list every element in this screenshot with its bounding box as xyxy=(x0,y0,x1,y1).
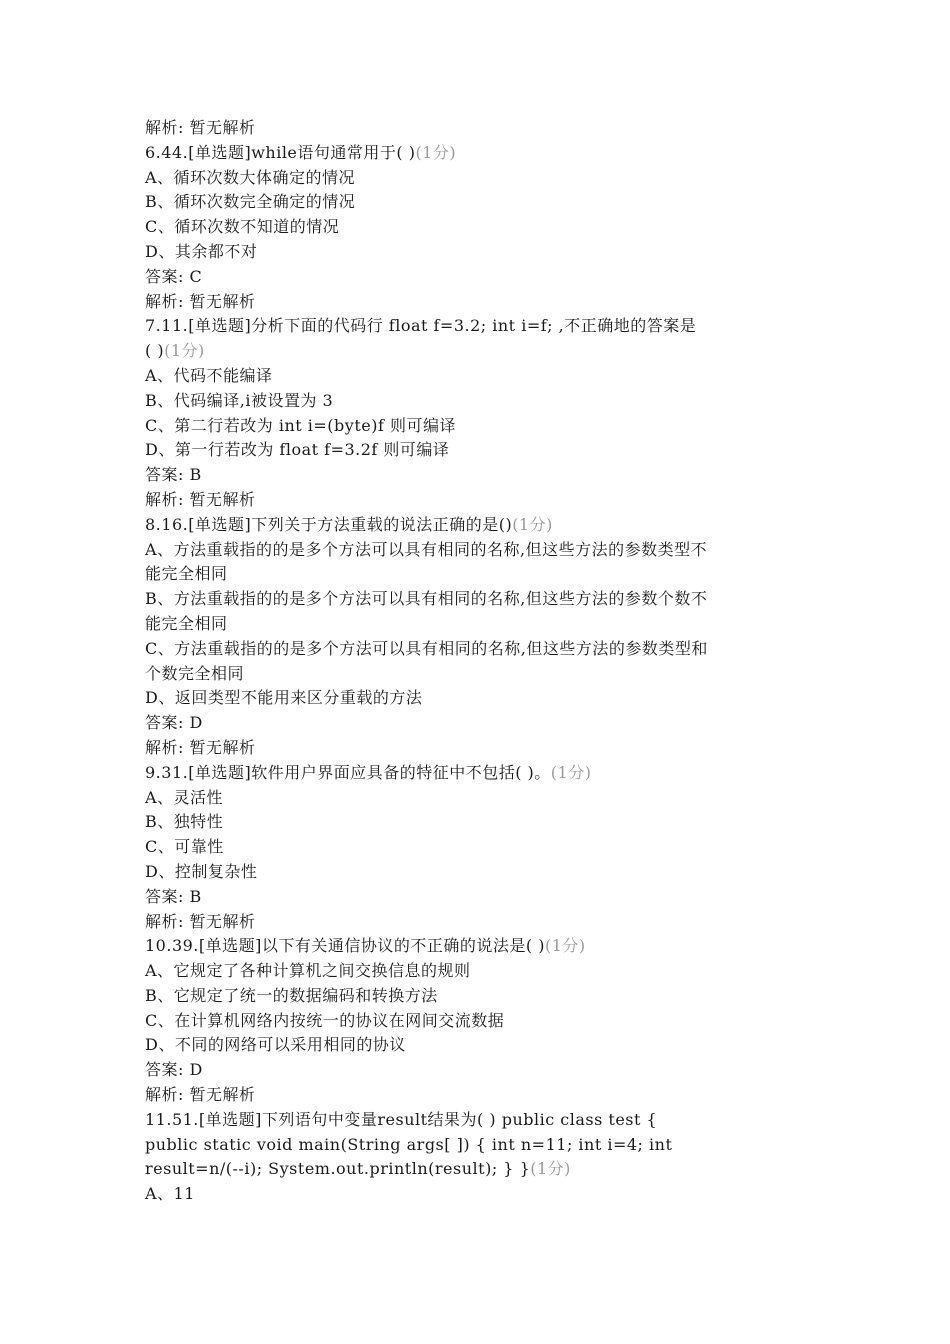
question-title-cont xyxy=(145,1133,815,1158)
score-label: (1分) xyxy=(550,762,592,782)
option-line xyxy=(145,1182,815,1207)
answer-line xyxy=(145,885,815,910)
score-label: (1分) xyxy=(164,341,205,361)
analysis-text: 解析: 暂无解析 xyxy=(145,911,256,931)
option-text: B、循环次数完全确定的情况 xyxy=(145,192,356,212)
option-text: C、在计算机网络内按统一的协议在网间交流数据 xyxy=(145,1010,505,1030)
option-line xyxy=(145,538,815,563)
option-line xyxy=(145,984,815,1009)
option-text: 个数完全相同 xyxy=(145,663,245,683)
option-line-cont xyxy=(145,612,815,637)
answer-line xyxy=(145,463,815,488)
option-text: C、方法重载指的的是多个方法可以具有相同的名称,但这些方法的参数类型和 xyxy=(145,638,708,658)
option-line xyxy=(145,959,815,984)
option-text: D、返回类型不能用来区分重载的方法 xyxy=(145,688,423,708)
document-page xyxy=(145,116,815,1207)
option-text: A、它规定了各种计算机之间交换信息的规则 xyxy=(145,961,471,981)
answer-text: 答案: D xyxy=(145,1060,203,1080)
option-text: D、不同的网络可以采用相同的协议 xyxy=(145,1035,406,1055)
option-text: C、第二行若改为 int i=(byte)f 则可编译 xyxy=(145,415,456,435)
option-text: C、可靠性 xyxy=(145,837,224,857)
option-text: A、方法重载指的的是多个方法可以具有相同的名称,但这些方法的参数类型不 xyxy=(145,539,708,559)
option-line xyxy=(145,438,815,463)
question-text: 7.11.[单选题]分析下面的代码行 float f=3.2; int i=f; ,不正确地的答案是 xyxy=(145,316,697,336)
option-text: A、灵活性 xyxy=(145,787,224,807)
question-title-cont xyxy=(145,1157,815,1182)
option-line xyxy=(145,389,815,414)
analysis-line xyxy=(145,1083,815,1108)
score-label: (1分) xyxy=(512,514,553,534)
answer-text: 答案: B xyxy=(145,465,202,485)
option-text: B、它规定了统一的数据编码和转换方法 xyxy=(145,985,438,1005)
option-text: D、第一行若改为 float f=3.2f 则可编译 xyxy=(145,440,450,460)
analysis-text: 解析: 暂无解析 xyxy=(145,291,256,311)
score-label: (1分) xyxy=(544,936,586,956)
option-text: B、独特性 xyxy=(145,812,224,832)
option-line xyxy=(145,686,815,711)
question-title xyxy=(145,513,815,538)
option-line xyxy=(145,810,815,835)
answer-line xyxy=(145,711,815,736)
answer-line xyxy=(145,265,815,290)
question-text: result=n/(--i); System.out.println(result); } } xyxy=(145,1159,531,1179)
question-text: 8.16.[单选题]下列关于方法重载的说法正确的是() xyxy=(145,514,513,534)
question-title xyxy=(145,141,815,166)
question-title-cont xyxy=(145,339,815,364)
answer-text: 答案: D xyxy=(145,713,203,733)
question-text: 9.31.[单选题]软件用户界面应具备的特征中不包括( )。 xyxy=(145,762,551,782)
question-title xyxy=(145,314,815,339)
question-text: ( ) xyxy=(145,341,165,361)
option-text: B、代码编译,i被设置为 3 xyxy=(145,390,334,410)
option-line xyxy=(145,835,815,860)
score-label: (1分) xyxy=(530,1159,571,1179)
option-line xyxy=(145,190,815,215)
option-text: D、其余都不对 xyxy=(145,241,258,261)
answer-text: 答案: B xyxy=(145,886,202,906)
option-text: D、控制复杂性 xyxy=(145,861,258,881)
option-text: B、方法重载指的的是多个方法可以具有相同的名称,但这些方法的参数个数不 xyxy=(145,589,708,609)
analysis-text: 解析: 暂无解析 xyxy=(145,737,256,757)
option-line-cont xyxy=(145,662,815,687)
analysis-line xyxy=(145,488,815,513)
analysis-line xyxy=(145,290,815,315)
option-line xyxy=(145,1033,815,1058)
option-line xyxy=(145,1009,815,1034)
question-text: public static void main(String args[ ]) { int n=11; int i=4; int xyxy=(145,1134,673,1154)
analysis-text: 解析: 暂无解析 xyxy=(145,489,256,509)
option-text: A、代码不能编译 xyxy=(145,365,273,385)
option-line xyxy=(145,637,815,662)
question-title xyxy=(145,1108,815,1133)
option-text: A、循环次数大体确定的情况 xyxy=(145,167,356,187)
answer-text: 答案: C xyxy=(145,266,203,286)
option-text: 能完全相同 xyxy=(145,613,228,633)
option-line xyxy=(145,587,815,612)
option-line xyxy=(145,215,815,240)
option-line xyxy=(145,414,815,439)
option-line xyxy=(145,166,815,191)
answer-line xyxy=(145,1058,815,1083)
option-text: A、11 xyxy=(145,1184,195,1204)
analysis-text: 解析: 暂无解析 xyxy=(145,1085,256,1105)
option-line xyxy=(145,364,815,389)
option-line xyxy=(145,240,815,265)
analysis-line xyxy=(145,736,815,761)
question-title xyxy=(145,761,815,786)
option-line xyxy=(145,786,815,811)
option-text: C、循环次数不知道的情况 xyxy=(145,217,340,237)
analysis-line xyxy=(145,910,815,935)
text-line xyxy=(145,116,815,141)
option-line xyxy=(145,860,815,885)
option-line-cont xyxy=(145,562,815,587)
option-text: 能完全相同 xyxy=(145,564,228,584)
question-text: 10.39.[单选题]以下有关通信协议的不正确的说法是( ) xyxy=(145,936,545,956)
question-title xyxy=(145,934,815,959)
question-text: 11.51.[单选题]下列语句中变量result结果为( ) public class test { xyxy=(145,1109,658,1129)
score-label: (1分) xyxy=(415,142,457,162)
line-text: 解析: 暂无解析 xyxy=(145,118,256,137)
question-text: 6.44.[单选题]while语句通常用于( ) xyxy=(145,142,416,162)
